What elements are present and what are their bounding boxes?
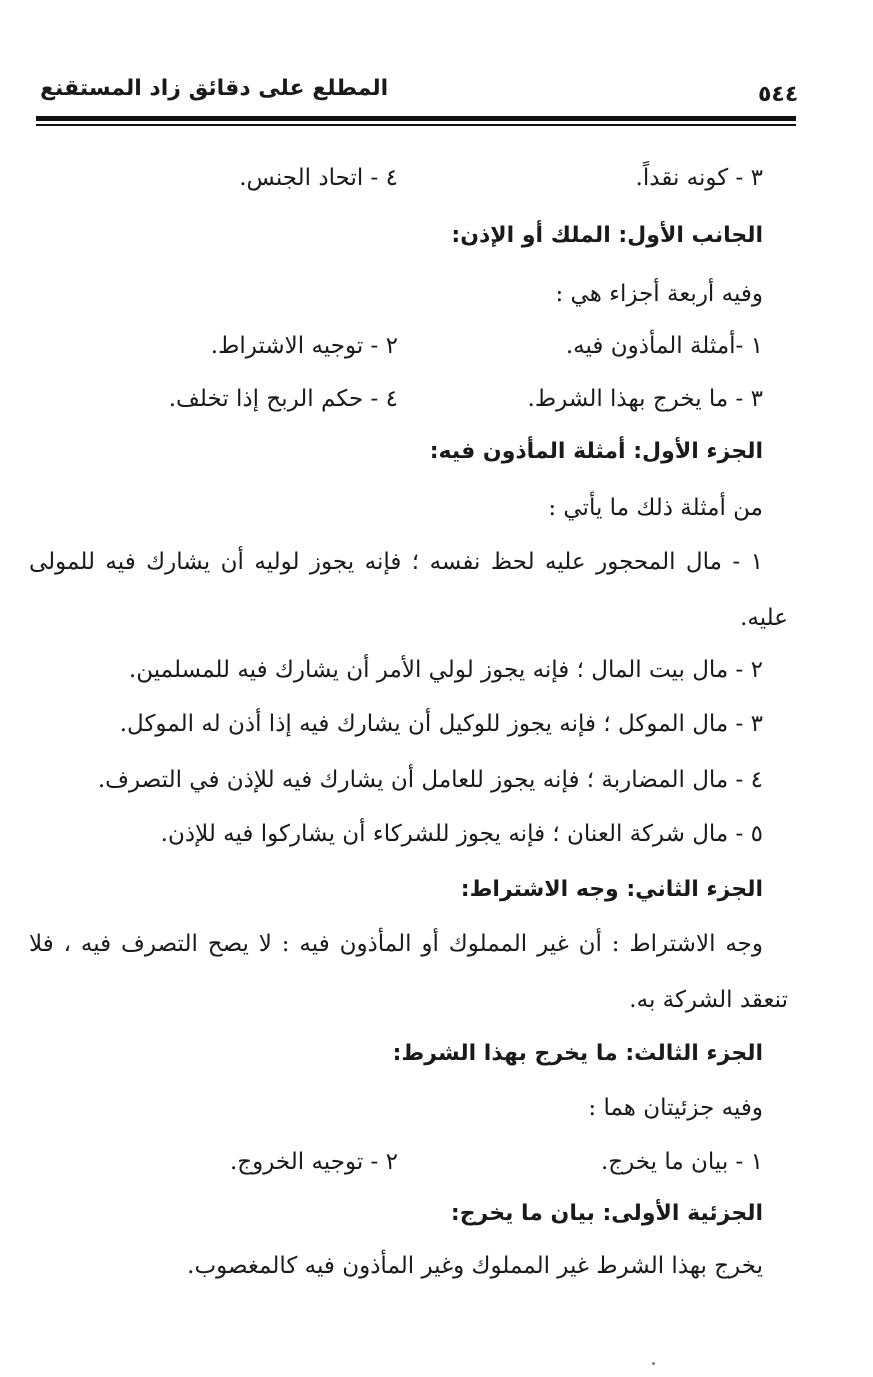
condition-item-3: ٣ - كونه نقداً. (635, 165, 763, 191)
paragraph: وفيه أربعة أجزاء هي : (555, 281, 763, 307)
section-heading: الجانب الأول: الملك أو الإذن: (451, 223, 763, 248)
part-item-4: ٤ - حكم الربح إذا تخلف. (168, 386, 398, 412)
condition-item-4: ٤ - اتحاد الجنس. (239, 165, 398, 191)
subpart-item-2: ٢ - توجيه الخروج. (229, 1149, 398, 1175)
subsection-heading: الجزئية الأولى: بيان ما يخرج: (450, 1201, 763, 1226)
paragraph: يخرج بهذا الشرط غير المملوك وغير المأذون فيه كالمغصوب. (187, 1253, 763, 1279)
subsection-heading: الجزء الثالث: ما يخرج بهذا الشرط: (392, 1041, 763, 1066)
example-item-4: ٤ - مال المضاربة ؛ فإنه يجوز للعامل أن يشارك فيه للإذن في التصرف. (97, 767, 763, 793)
part-item-2: ٢ - توجيه الاشتراط. (210, 333, 398, 359)
paragraph: وجه الاشتراط : أن غير المملوك أو المأذون فيه : لا يصح التصرف فيه ، فلا (29, 931, 763, 957)
paragraph: من أمثلة ذلك ما يأتي : (548, 495, 763, 521)
scan-speck (652, 1362, 655, 1365)
example-item-2: ٢ - مال بيت المال ؛ فإنه يجوز لولي الأمر أن يشارك فيه للمسلمين. (128, 657, 763, 683)
page-number: ٥٤٤ (758, 82, 799, 107)
subpart-item-1: ١ - بيان ما يخرج. (600, 1149, 763, 1175)
subsection-heading: الجزء الأول: أمثلة المأذون فيه: (429, 439, 763, 464)
example-item-3: ٣ - مال الموكل ؛ فإنه يجوز للوكيل أن يشارك فيه إذا أذن له الموكل. (119, 711, 763, 737)
part-item-1: ١ -أمثلة المأذون فيه. (565, 333, 763, 359)
example-item-5: ٥ - مال شركة العنان ؛ فإنه يجوز للشركاء أن يشاركوا فيه للإذن. (160, 821, 763, 847)
example-item-1: ١ - مال المحجور عليه لحظ نفسه ؛ فإنه يجوز لوليه أن يشارك فيه للمولى (29, 549, 763, 575)
header-rule-thick (36, 116, 796, 121)
subsection-heading: الجزء الثاني: وجه الاشتراط: (460, 877, 763, 902)
example-item-1-cont: عليه. (740, 605, 788, 631)
part-item-3: ٣ - ما يخرج بهذا الشرط. (527, 386, 763, 412)
paragraph-cont: تنعقد الشركة به. (629, 987, 788, 1013)
header-rule-thin (36, 124, 796, 126)
running-header-title: المطلع على دقائق زاد المستقنع (40, 76, 389, 101)
paragraph: وفيه جزئيتان هما : (588, 1095, 763, 1121)
